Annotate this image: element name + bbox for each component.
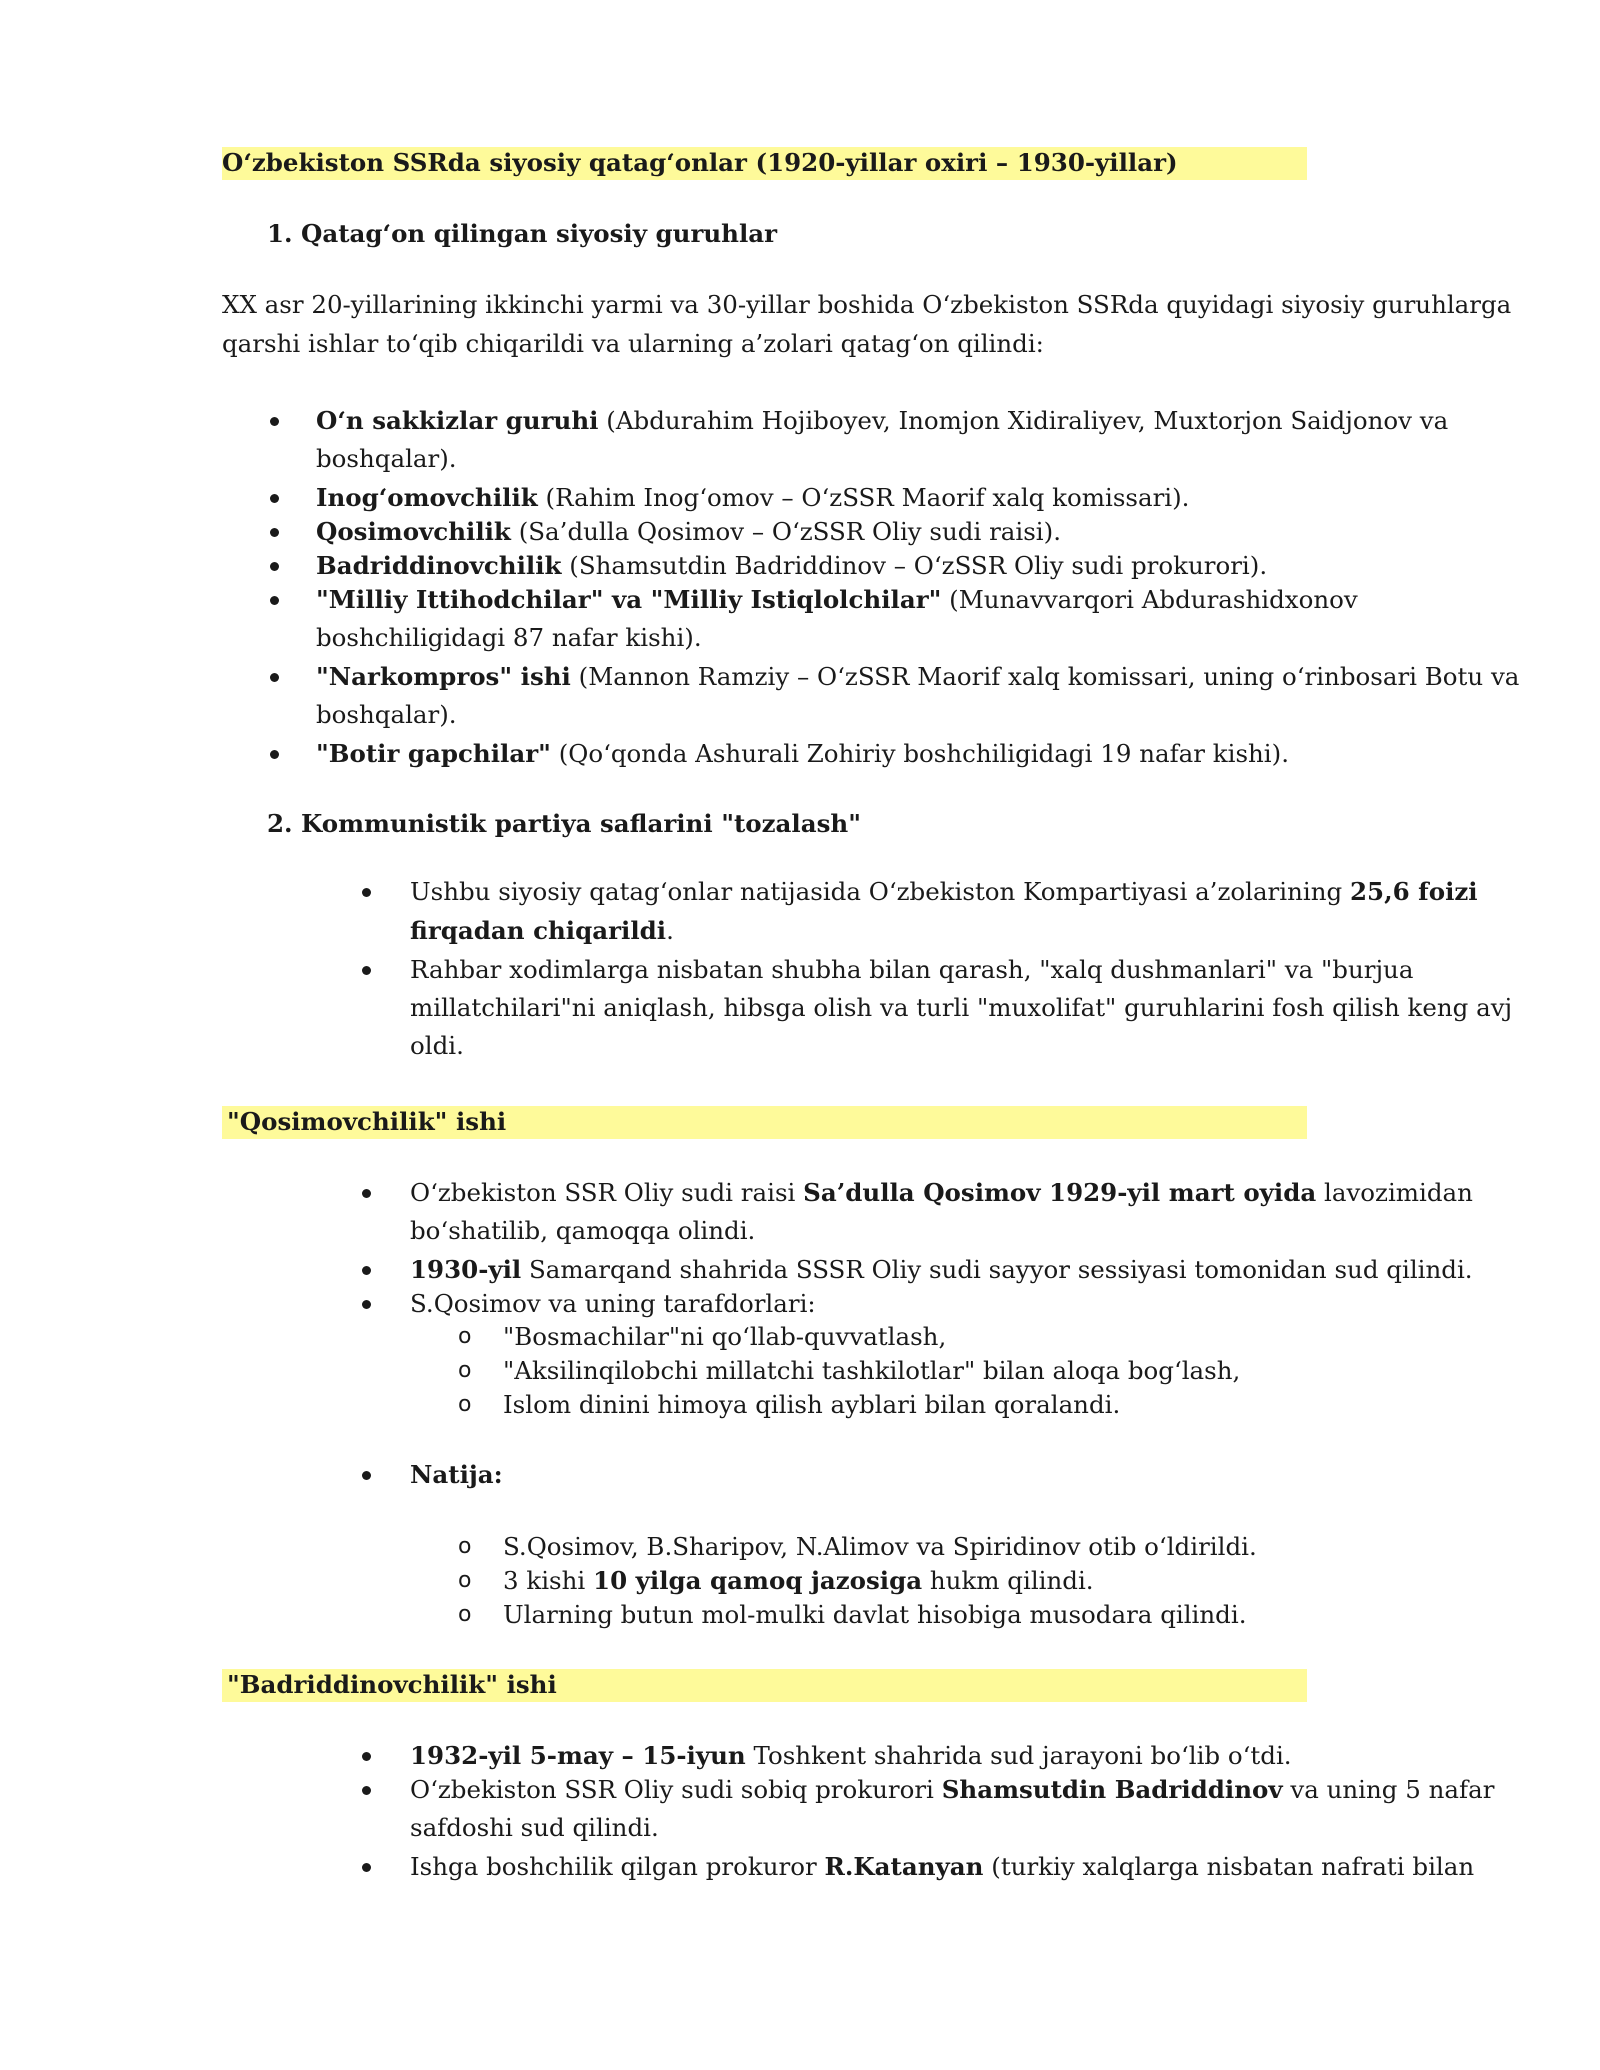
- list-item-continuation: boshchiligidagi 87 nafar kishi).: [316, 623, 702, 652]
- bullet-icon: [362, 1266, 371, 1275]
- section-title-highlight: [222, 1669, 1307, 1702]
- bullet-icon: [270, 562, 279, 571]
- list-item-continuation: bo‘shatilib, qamoqqa olindi.: [410, 1216, 756, 1245]
- bullet-icon: [270, 750, 279, 759]
- result-label: Natija:: [410, 1460, 503, 1489]
- sub-bullet-icon: o: [458, 1324, 472, 1349]
- bullet-icon: [270, 596, 279, 605]
- list-item: O‘zbekiston SSR Oliy sudi sobiq prokurori Shamsutdin Badriddinov va uning 5 nafar: [410, 1775, 1495, 1804]
- subsection-number: 2.: [267, 809, 293, 838]
- bullet-icon: [270, 494, 279, 503]
- list-item-continuation: safdoshi sud qilindi.: [410, 1813, 659, 1842]
- sub-list-item: Islom dinini himoya qilish ayblari bilan qoralandi.: [503, 1390, 1121, 1419]
- bullet-icon: [362, 966, 371, 975]
- subsection-number: 1.: [267, 219, 293, 248]
- list-item: Ushbu siyosiy qatag‘onlar natijasida O‘zbekiston Kompartiyasi a’zolarining 25,6 foizi: [410, 877, 1478, 906]
- section-title: "Qosimovchilik" ishi: [227, 1107, 507, 1136]
- sub-list-item: "Aksilinqilobchi millatchi tashkilotlar" bilan aloqa bog‘lash,: [503, 1356, 1241, 1385]
- section-title: "Badriddinovchilik" ishi: [227, 1670, 557, 1699]
- subsection-title: Qatag‘on qilingan siyosiy guruhlar: [301, 219, 778, 248]
- sub-list-item: "Bosmachilar"ni qo‘llab-quvvatlash,: [503, 1322, 947, 1351]
- bullet-icon: [362, 1300, 371, 1309]
- bullet-icon: [362, 1786, 371, 1795]
- subsection-title: Kommunistik partiya saflarini "tozalash": [301, 809, 861, 838]
- sub-bullet-icon: o: [458, 1568, 472, 1593]
- bullet-icon: [362, 1863, 371, 1872]
- list-item: O‘n sakkizlar guruhi (Abdurahim Hojiboyev, Inomjon Xidiraliyev, Muxtorjon Saidjonov va: [316, 406, 1449, 435]
- list-item-continuation: boshqalar).: [316, 700, 457, 729]
- sub-bullet-icon: o: [458, 1602, 472, 1627]
- bullet-icon: [362, 888, 371, 897]
- bullet-icon: [270, 417, 279, 426]
- list-item-continuation: oldi.: [410, 1031, 464, 1060]
- list-item: 1930-yil Samarqand shahrida SSSR Oliy sudi sayyor sessiyasi tomonidan sud qilindi.: [410, 1255, 1473, 1284]
- list-item: S.Qosimov va uning tarafdorlari:: [410, 1289, 816, 1318]
- list-item: Rahbar xodimlarga nisbatan shubha bilan qarash, "xalq dushmanlari" va "burjua: [410, 955, 1414, 984]
- sub-bullet-icon: o: [458, 1534, 472, 1559]
- list-item: Qosimovchilik (Sa’dulla Qosimov – O‘zSSR Oliy sudi raisi).: [316, 517, 1061, 546]
- list-item: Badriddinovchilik (Shamsutdin Badriddinov – O‘zSSR Oliy sudi prokurori).: [316, 551, 1268, 580]
- list-item-continuation: firqadan chiqarildi.: [410, 916, 674, 945]
- section-title-highlight: [222, 1106, 1307, 1139]
- list-item: O‘zbekiston SSR Oliy sudi raisi Sa’dulla Qosimov 1929-yil mart oyida lavozimidan: [410, 1178, 1473, 1207]
- list-item: 1932-yil 5-may – 15-iyun Toshkent shahrida sud jarayoni bo‘lib o‘tdi.: [410, 1741, 1292, 1770]
- intro-line: XX asr 20-yillarining ikkinchi yarmi va 30-yillar boshida O‘zbekiston SSRda quyidagi siyosiy guruhlarga: [222, 290, 1512, 319]
- list-item: "Narkompros" ishi (Mannon Ramziy – O‘zSSR Maorif xalq komissari, uning o‘rinbosari Botu va: [316, 662, 1520, 691]
- list-item: Inog‘omovchilik (Rahim Inog‘omov – O‘zSSR Maorif xalq komissari).: [316, 483, 1190, 512]
- sub-list-item: S.Qosimov, B.Sharipov, N.Alimov va Spiridinov otib o‘ldirildi.: [503, 1532, 1257, 1561]
- bullet-icon: [362, 1752, 371, 1761]
- intro-line: qarshi ishlar to‘qib chiqarildi va ularning a’zolari qatag‘on qilindi:: [222, 329, 1044, 358]
- bullet-icon: [270, 528, 279, 537]
- list-item: "Milliy Ittihodchilar" va "Milliy Istiqlolchilar" (Munavvarqori Abdurashidxonov: [316, 585, 1358, 614]
- list-item: "Botir gapchilar" (Qo‘qonda Ashurali Zohiriy boshchiligidagi 19 nafar kishi).: [316, 739, 1289, 768]
- list-item-continuation: boshqalar).: [316, 444, 457, 473]
- bullet-icon: [362, 1471, 371, 1480]
- section-title: O‘zbekiston SSRda siyosiy qatag‘onlar (1920-yillar oxiri – 1930-yillar): [222, 148, 1178, 177]
- bullet-icon: [362, 1189, 371, 1198]
- sub-list-item: 3 kishi 10 yilga qamoq jazosiga hukm qilindi.: [503, 1566, 1094, 1595]
- sub-list-item: Ularning butun mol-mulki davlat hisobiga musodara qilindi.: [503, 1600, 1247, 1629]
- list-item-continuation: millatchilari"ni aniqlash, hibsga olish va turli "muxolifat" guruhlarini fosh qilish keng avj: [410, 993, 1513, 1022]
- sub-bullet-icon: o: [458, 1392, 472, 1417]
- sub-bullet-icon: o: [458, 1358, 472, 1383]
- section-title-highlight: [222, 147, 1307, 180]
- bullet-icon: [270, 673, 279, 682]
- list-item: Ishga boshchilik qilgan prokuror R.Katanyan (turkiy xalqlarga nisbatan nafrati bilan: [410, 1852, 1475, 1881]
